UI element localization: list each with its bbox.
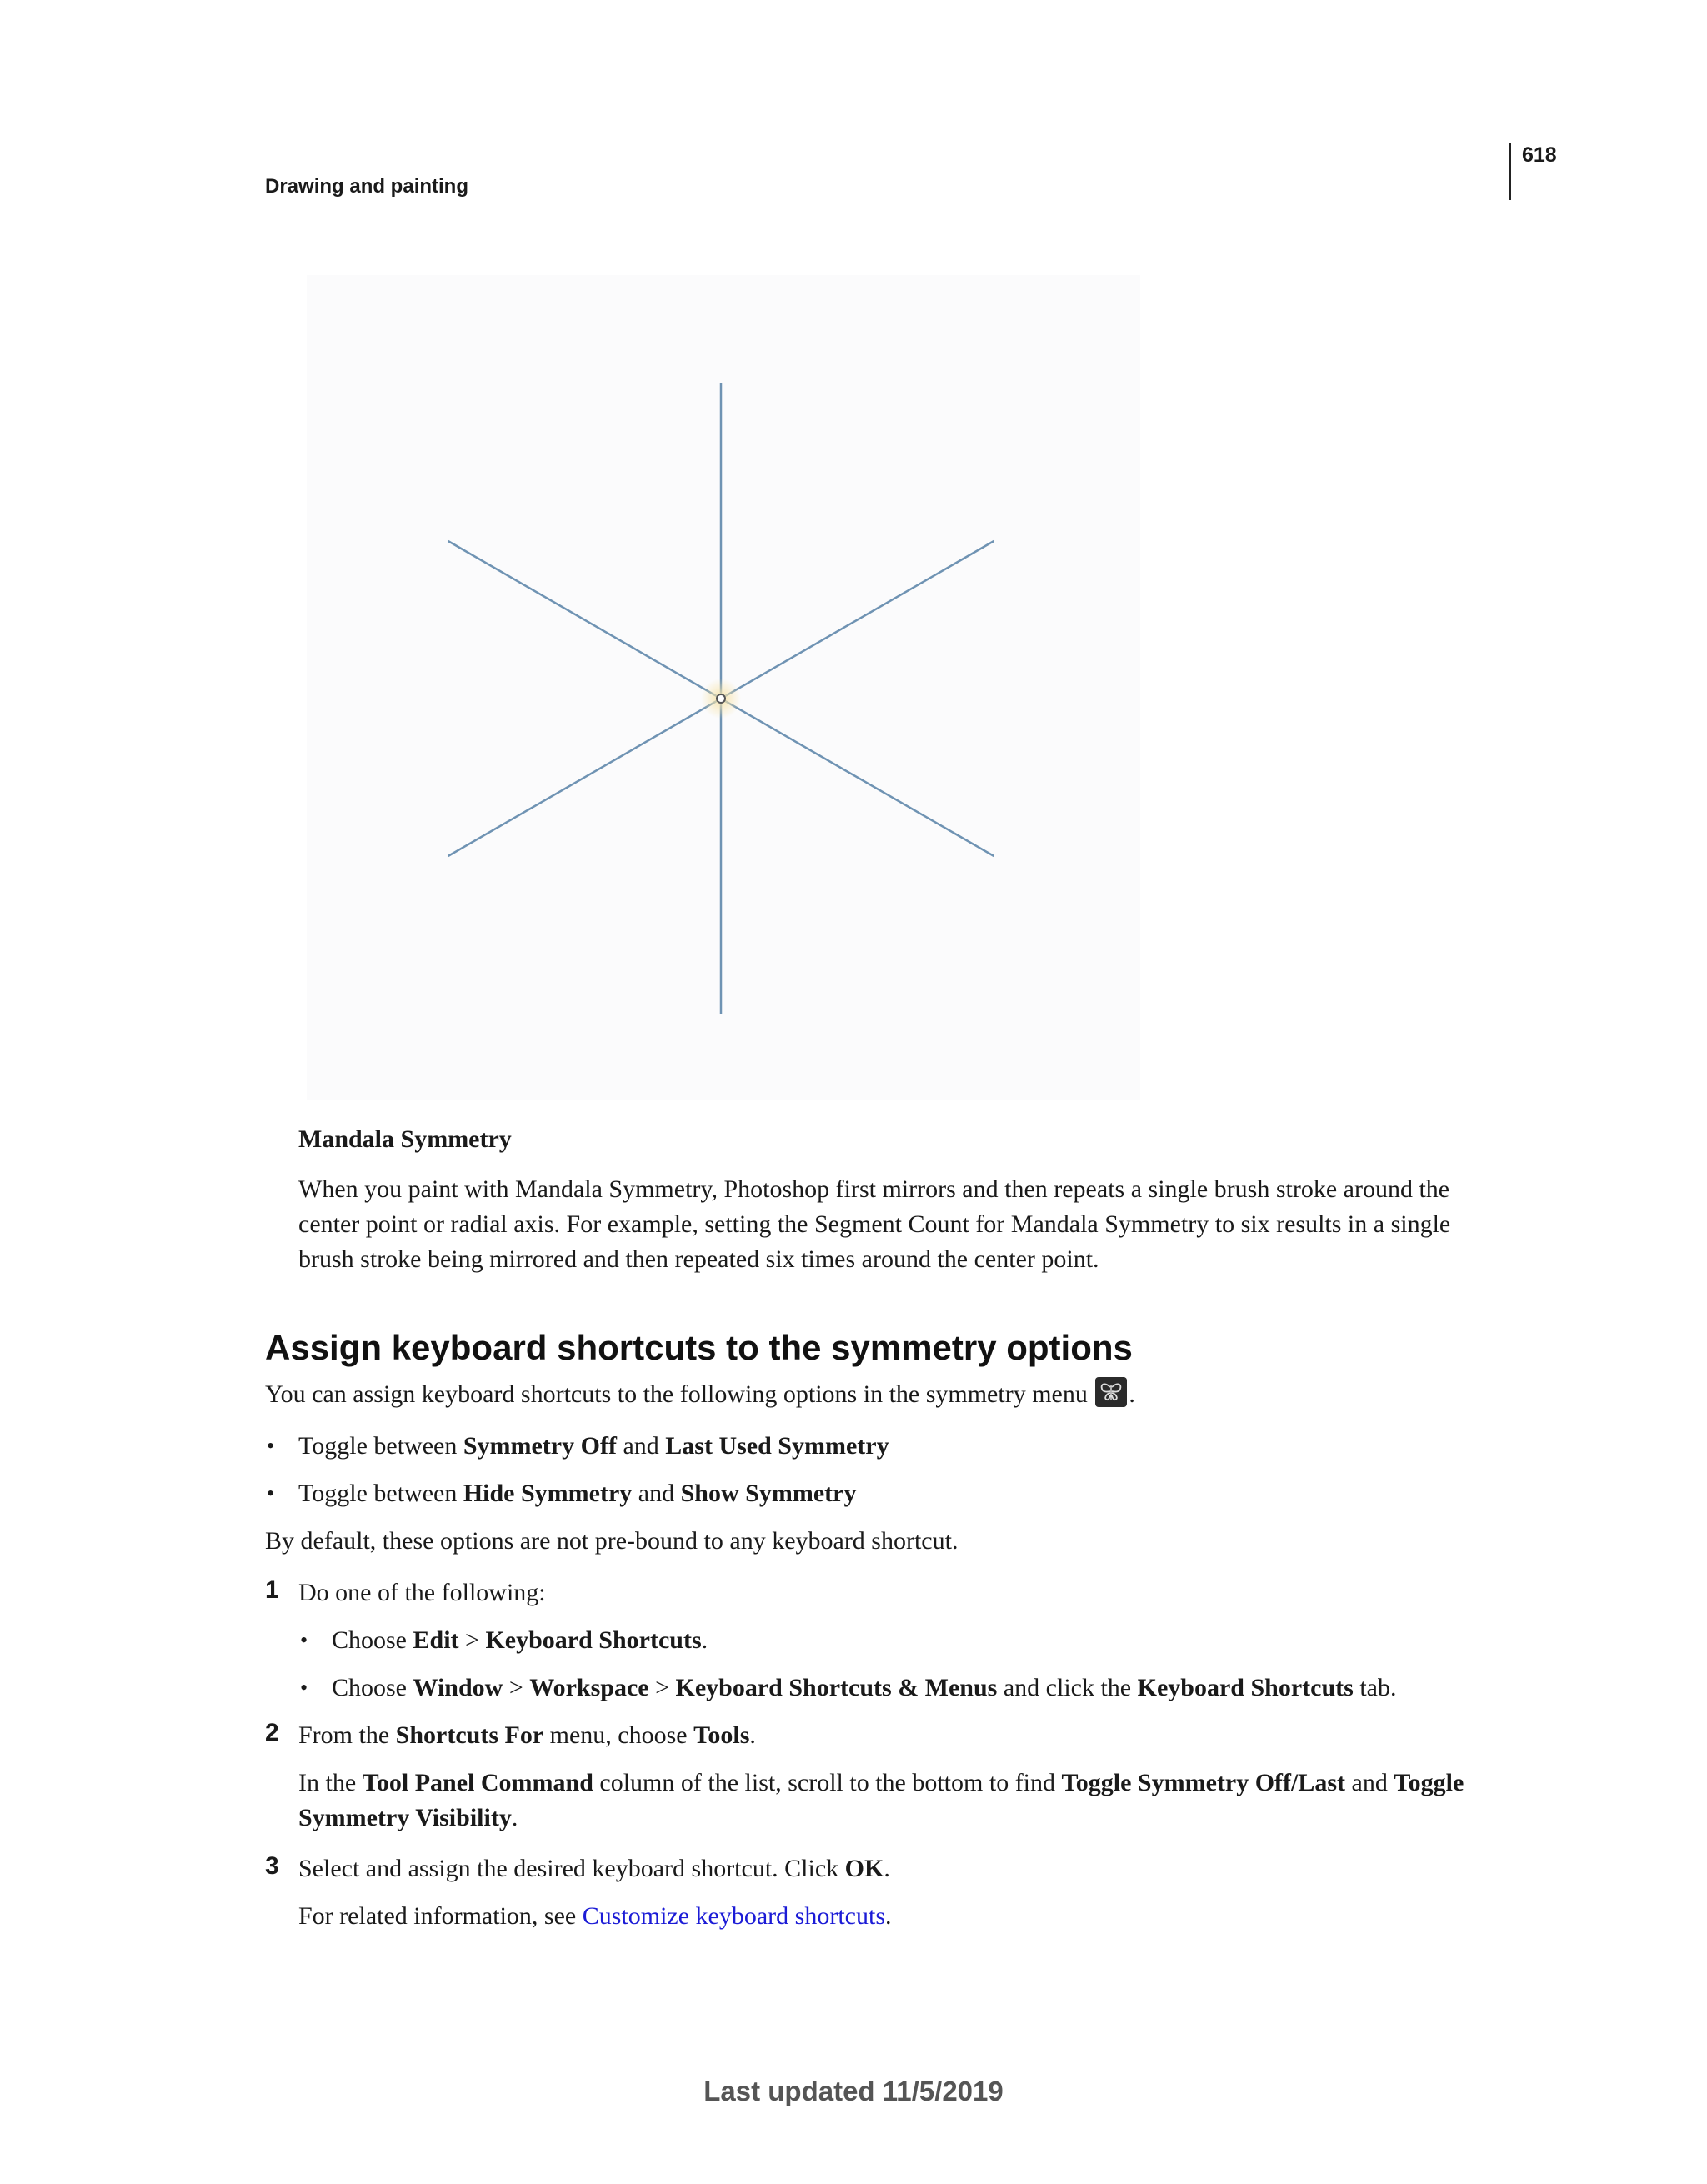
step-1-option-edit: Choose Edit > Keyboard Shortcuts.: [332, 1626, 708, 1654]
related-info: For related information, see Customize keyboard shortcuts.: [298, 1902, 892, 1930]
default-note: By default, these options are not pre-bound to any keyboard shortcut.: [265, 1527, 959, 1555]
customize-shortcuts-link[interactable]: Customize keyboard shortcuts: [582, 1902, 886, 1930]
step-number: 1: [265, 1576, 279, 1604]
step-3-text: Select and assign the desired keyboard shortcut. Click OK.: [298, 1855, 890, 1882]
center-point: [717, 694, 725, 703]
step-1-text: Do one of the following:: [298, 1579, 546, 1606]
intro-end: .: [1129, 1380, 1135, 1408]
section-heading: Assign keyboard shortcuts to the symmetry options: [265, 1328, 1133, 1367]
bullet-dot: •: [300, 1628, 308, 1652]
step-number: 2: [265, 1719, 279, 1746]
section-title: Drawing and painting: [265, 175, 468, 198]
figure-caption: Mandala Symmetry: [298, 1125, 512, 1153]
mandala-figure: [307, 275, 1140, 1100]
page-number: 618: [1522, 143, 1557, 167]
bullet-dot: •: [300, 1676, 308, 1700]
mandala-axes-graphic: [307, 275, 1140, 1100]
step-1-option-window: Choose Window > Workspace > Keyboard Shortcuts & Menus and click the Keyboard Shortcuts tab.: [332, 1674, 1397, 1701]
bullet-dot: •: [267, 1481, 275, 1505]
intro-text: You can assign keyboard shortcuts to the following options in the symmetry menu: [265, 1380, 1088, 1408]
step-number: 3: [265, 1852, 279, 1880]
mandala-description: When you paint with Mandala Symmetry, Photoshop first mirrors and then repeats a single brush stroke around the center point or radial axis. For example, setting the Segment Count for Mandala Symmetry to six results in a single brush stroke being mirrored and then repeated six times around the center point.: [298, 1175, 1451, 1273]
intro-paragraph: [265, 1377, 1135, 1412]
butterfly-icon: [1095, 1377, 1127, 1407]
option-item: Toggle between Symmetry Off and Last Used Symmetry: [298, 1432, 889, 1460]
option-item: Toggle between Hide Symmetry and Show Symmetry: [298, 1480, 857, 1507]
footer-last-updated: Last updated 11/5/2019: [703, 2076, 1004, 2106]
step-2-text: From the Shortcuts For menu, choose Tools.: [298, 1721, 756, 1749]
bullet-dot: •: [267, 1434, 275, 1458]
header-divider: [1509, 143, 1511, 200]
step-2-note: In the Tool Panel Command column of the list, scroll to the bottom to find Toggle Symmetry Off/Last and Toggle Symmetry Visibility.: [298, 1769, 1464, 1831]
